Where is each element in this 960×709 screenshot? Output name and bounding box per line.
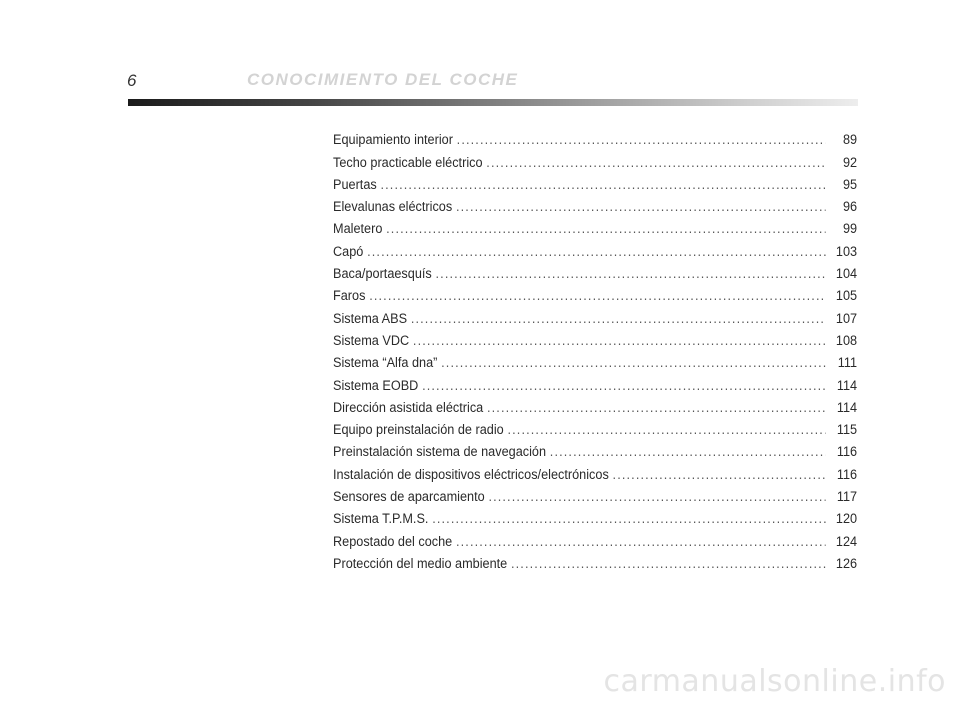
toc-leader-dots bbox=[511, 556, 825, 572]
toc-entry[interactable] bbox=[333, 327, 857, 349]
toc-entry-label: Baca/portaesquís bbox=[333, 266, 432, 282]
toc-entry[interactable] bbox=[333, 215, 857, 237]
toc-entry-page: 116 bbox=[836, 466, 858, 482]
toc-leader-dots bbox=[436, 266, 826, 282]
toc-entry[interactable] bbox=[333, 527, 857, 549]
toc-entry-page: 95 bbox=[842, 176, 858, 192]
toc-entry-page: 107 bbox=[835, 310, 858, 326]
toc-entry[interactable] bbox=[333, 260, 857, 282]
toc-entry-page: 116 bbox=[836, 444, 858, 460]
toc-entry-label: Sistema ABS bbox=[333, 310, 408, 326]
toc-entry[interactable] bbox=[333, 304, 857, 326]
toc-entry-label: Sensores de aparcamiento bbox=[333, 489, 485, 505]
toc-leader-dots bbox=[367, 244, 825, 260]
toc-entry-page: 124 bbox=[835, 533, 858, 549]
toc-entry-page: 89 bbox=[842, 132, 858, 148]
toc-entry[interactable] bbox=[333, 460, 857, 482]
toc-entry-page: 104 bbox=[835, 266, 858, 282]
toc-entry[interactable] bbox=[333, 505, 857, 527]
page-number: 6 bbox=[127, 71, 137, 90]
toc-entry-page: 120 bbox=[835, 511, 858, 527]
toc-entry[interactable] bbox=[333, 416, 857, 438]
toc-entry-label: Preinstalación sistema de navegación bbox=[333, 444, 547, 460]
toc-leader-dots bbox=[380, 177, 825, 193]
toc-entry-label: Puertas bbox=[333, 176, 377, 192]
toc-leader-dots bbox=[613, 467, 826, 483]
toc-entry-label: Elevalunas eléctricos bbox=[333, 199, 453, 215]
toc-entry-label: Maletero bbox=[333, 221, 383, 237]
toc-entry-page: 114 bbox=[836, 399, 858, 415]
toc-entry-label: Protección del medio ambiente bbox=[333, 555, 508, 571]
watermark: carmanualsonline.info bbox=[603, 664, 946, 699]
toc-entry-page: 108 bbox=[835, 332, 858, 348]
toc-entry-label: Equipo preinstalación de radio bbox=[333, 422, 504, 438]
toc-leader-dots bbox=[507, 422, 825, 438]
toc-leader-dots bbox=[550, 444, 825, 460]
toc-entry[interactable] bbox=[333, 349, 857, 371]
toc-leader-dots bbox=[457, 132, 825, 148]
toc-leader-dots bbox=[486, 155, 825, 171]
toc-entry-label: Sistema EOBD bbox=[333, 377, 419, 393]
toc-entry-page: 115 bbox=[836, 422, 858, 438]
toc-entry-page: 117 bbox=[836, 489, 858, 505]
toc-entry-label: Capó bbox=[333, 243, 364, 259]
toc-entry-label: Sistema “Alfa dna” bbox=[333, 355, 438, 371]
toc-leader-dots bbox=[413, 333, 825, 349]
toc-entry[interactable] bbox=[333, 193, 857, 215]
section-title: CONOCIMIENTO DEL COCHE bbox=[247, 70, 519, 89]
toc-leader-dots bbox=[441, 355, 825, 371]
toc-entry-page: 114 bbox=[836, 377, 858, 393]
toc-entry-label: Repostado del coche bbox=[333, 533, 453, 549]
toc-entry[interactable] bbox=[333, 438, 857, 460]
toc-leader-dots bbox=[488, 489, 825, 505]
toc-entry[interactable] bbox=[333, 148, 857, 170]
toc-entry-label: Dirección asistida eléctrica bbox=[333, 399, 484, 415]
toc-entry[interactable] bbox=[333, 237, 857, 259]
toc-entry-label: Instalación de dispositivos eléctricos/electrónicos bbox=[333, 466, 609, 482]
toc-entry[interactable] bbox=[333, 171, 857, 193]
toc-entry-page: 92 bbox=[842, 154, 858, 170]
toc-entry-label: Equipamiento interior bbox=[333, 132, 453, 148]
toc-entry[interactable] bbox=[333, 126, 857, 148]
toc-leader-dots bbox=[411, 311, 825, 327]
toc-entry-page: 111 bbox=[837, 355, 858, 371]
toc-leader-dots bbox=[422, 378, 825, 394]
toc-entry[interactable] bbox=[333, 282, 857, 304]
toc-entry-label: Techo practicable eléctrico bbox=[333, 154, 483, 170]
toc-entry[interactable] bbox=[333, 550, 857, 572]
toc-entry[interactable] bbox=[333, 371, 857, 393]
toc-entry[interactable] bbox=[333, 394, 857, 416]
toc-entry-label: Faros bbox=[333, 288, 366, 304]
toc-entry[interactable] bbox=[333, 483, 857, 505]
toc-entry-page: 126 bbox=[835, 555, 858, 571]
toc-leader-dots bbox=[369, 288, 825, 304]
toc-entry-page: 99 bbox=[842, 221, 858, 237]
header-rule bbox=[128, 99, 858, 106]
toc-entry-page: 103 bbox=[835, 243, 858, 259]
toc-entry-label: Sistema T.P.M.S. bbox=[333, 511, 429, 527]
toc-leader-dots bbox=[456, 199, 825, 215]
toc-leader-dots bbox=[432, 511, 825, 527]
table-of-contents bbox=[333, 126, 857, 572]
toc-leader-dots bbox=[456, 534, 825, 550]
toc-leader-dots bbox=[386, 221, 825, 237]
toc-entry-page: 96 bbox=[842, 199, 858, 215]
toc-leader-dots bbox=[487, 400, 825, 416]
toc-entry-label: Sistema VDC bbox=[333, 332, 410, 348]
toc-entry-page: 105 bbox=[835, 288, 858, 304]
